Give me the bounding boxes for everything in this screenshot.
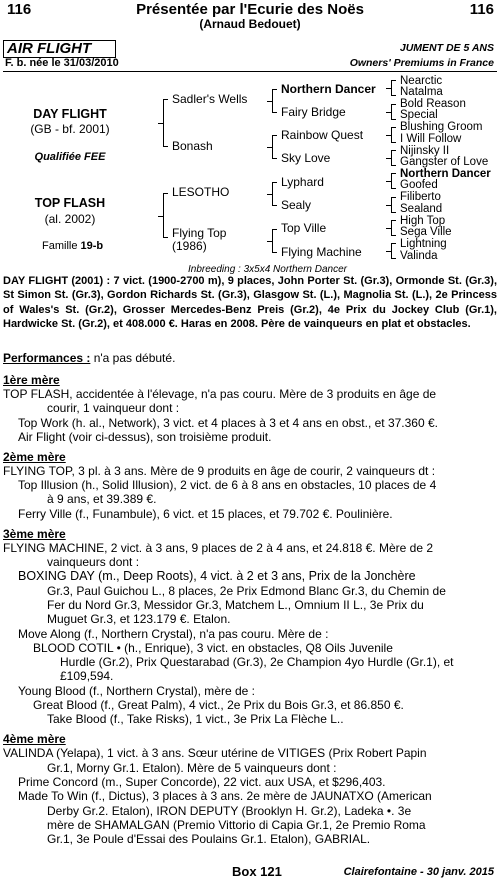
pedigree-bracket (391, 197, 396, 213)
mere1-line: Air Flight (voir ci-dessus), son troisième produit. (18, 430, 272, 444)
mere3-line: Gr.3, Paul Guichou L., 8 places, 2e Prix Edmond Blanc Gr.3, du Chemin de (47, 584, 446, 598)
mere4-line: Made To Win (f., Dictus), 3 places à 3 ans. 2e mère de JAUNATXO (American (18, 789, 432, 803)
gen4-13: High Top (400, 215, 446, 227)
sire-note: Qualifiée FEE (34, 151, 106, 163)
mere3-line: £109,594. (60, 669, 114, 683)
gen3-7: Top Ville (281, 221, 327, 235)
gen4-4: Special (400, 109, 438, 121)
dam-family: Famille 19-b (42, 240, 104, 252)
mere3-line: vainqueurs dont : (47, 555, 140, 569)
mere2-line: à 9 ans, et 39.389 €. (47, 492, 157, 506)
gen4-12: Sealand (400, 203, 443, 215)
gen4-16: Valinda (400, 250, 438, 262)
gen3-2: Fairy Bridge (281, 105, 346, 119)
sire-record: DAY FLIGHT (2001) : 7 vict. (1900-2700 m), 9 places, John Porter St. (Gr.3), Ormonde St. (Gr.3), St Simon St. (Gr.3), Gordon Richards St. (Gr.3), Glasgow St. (L.), Magnolia St. (L.), 2e Princess of Wales's St. (Gr.2), Grosser Mercedes-Benz Preis (Gr.2), 4e Prix du Jockey Club (Gr.1), Hardwicke St. (Gr.2), et 408.000 €. Haras en 2008. Père de vainqueurs en plat et obstacles. (3, 275, 497, 331)
dam-info: (al. 2002) (44, 212, 96, 226)
lot-number: 116 (7, 1, 32, 18)
sire-dam: Bonash (172, 139, 213, 153)
pedigree-bracket (272, 182, 277, 206)
dam-name: TOP FLASH (34, 196, 106, 210)
section-mere2: 2ème mère (3, 450, 66, 464)
gen3-5: Lyphard (281, 175, 324, 189)
pedigree-bracket (163, 193, 168, 238)
dam-sire: LESOTHO (172, 185, 230, 199)
pedigree-bracket (391, 243, 396, 259)
gen3-3: Rainbow Quest (281, 128, 364, 142)
mere4-line: VALINDA (Yelapa), 1 vict. à 3 ans. Sœur utérine de VITIGES (Prix Robert Papin (3, 746, 427, 760)
mere3-line: Muguet Gr.3, et 123.179 €. Etalon. (47, 612, 231, 626)
mere3-line: Hurdle (Gr.2), Prix Questarabad (Gr.3), 2e Champion 4yo Hurdle (Gr.1), et (60, 655, 454, 669)
gen4-5: Blushing Groom (400, 121, 483, 133)
gen4-11: Filiberto (400, 191, 441, 203)
gen4-10: Goofed (400, 179, 438, 191)
horse-name: AIR FLIGHT (3, 40, 116, 58)
mere4-line: Prime Concord (m., Super Concorde), 22 vict. aux USA, et $296,403. (18, 775, 386, 789)
horse-category: JUMENT DE 5 ANS (399, 42, 494, 54)
mere3-line: Move Along (f., Northern Crystal), n'a pas couru. Mère de : (18, 627, 329, 641)
dam-dam-year: (1986) (172, 239, 207, 253)
mere4-line: Derby Gr.2. Etalon), IRON DEPUTY (Brooklyn H. Gr.2), Ladeka •. 3e (47, 804, 412, 818)
mere1-line: TOP FLASH, accidentée à l'élevage, n'a pas couru. Mère de 3 produits en âge de (3, 387, 437, 401)
gen4-8: Gangster of Love (400, 156, 489, 168)
gen4-6: I Will Follow (400, 133, 462, 145)
gen4-2: Natalma (400, 86, 443, 98)
mere2-line: Ferry Ville (f., Funambule), 6 vict. et 15 places, et 79.702 €. Poulinière. (18, 507, 393, 521)
pedigree-bracket (391, 127, 396, 143)
pedigree-bracket (391, 220, 396, 236)
mere4-line: Gr.1, Morny Gr.1. Etalon). Mère de 5 vainqueurs dont : (47, 761, 337, 775)
owners-premiums: Owners' Premiums in France (349, 57, 494, 69)
dam-dam: Flying Top (172, 226, 227, 240)
gen4-7: Nijinsky II (400, 145, 450, 157)
mere3-line: Young Blood (f., Northern Crystal), mère de : (18, 684, 255, 698)
performances: Performances : n'a pas débuté. (3, 351, 176, 365)
gen4-14: Sega Ville (400, 226, 452, 238)
gen4-1: Nearctic (400, 75, 443, 87)
mere3-line: Take Blood (f., Take Risks), 1 vict., 3e Prix La Flèche L.. (47, 712, 344, 726)
gen4-15: Lightning (400, 238, 447, 250)
mere3-line: Great Blood (f., Great Palm), 4 vict., 2e Prix du Bois Gr.3, et 86.850 €. (33, 698, 404, 712)
divider (3, 71, 497, 72)
mere4-line: mère de SHAMALGAN (Premio Vittorio di Capia Gr.1, 2e Premio Roma (47, 818, 426, 832)
gen4-3: Bold Reason (400, 98, 466, 110)
mere2-line: Top Illusion (h., Solid Illusion), 2 vict. de 6 à 8 ans en obstacles, 10 places de 4 (18, 478, 437, 492)
pedigree-bracket (391, 173, 396, 189)
consignor: Présentée par l'Ecurie des Noës (136, 1, 364, 18)
sale-info: Clairefontaine - 30 janv. 2015 (343, 866, 494, 878)
gen3-8: Flying Machine (281, 245, 362, 259)
gen3-6: Sealy (281, 198, 312, 212)
gen3-4: Sky Love (281, 151, 331, 165)
mere4-line: Gr.1, 3e Poule d'Essai des Poulains Gr.1. Etalon), GABRIAL. (47, 832, 371, 846)
consignor-sub: (Arnaud Bedouet) (199, 17, 301, 31)
lot-number-right: 116 (469, 1, 494, 18)
mere3-line: FLYING MACHINE, 2 vict. à 3 ans, 9 places de 2 à 4 ans, et 24.818 €. Mère de 2 (3, 541, 433, 555)
section-mere4: 4ème mère (3, 732, 66, 746)
pedigree-bracket (391, 104, 396, 120)
sire-name: DAY FLIGHT (33, 107, 107, 121)
mere3-line: Fer du Nord Gr.3, Messidor Gr.3, Matchem L., Omnium II L., 3e Prix du (47, 598, 424, 612)
mere3-line: BLOOD COTIL • (h., Enrique), 3 vict. en obstacles, Q8 Oils Juvenile (33, 641, 393, 655)
section-mere3: 3ème mère (3, 527, 66, 541)
gen4-9: Northern Dancer (400, 168, 491, 180)
gen3-1: Northern Dancer (281, 82, 376, 96)
pedigree-bracket (391, 150, 396, 166)
sire-info: (GB - bf. 2001) (30, 122, 110, 136)
pedigree-bracket (272, 89, 277, 113)
catalog-header (0, 0, 500, 40)
pedigree-bracket (272, 229, 277, 253)
section-mere1: 1ère mère (3, 373, 60, 387)
mere1-line: Top Work (h. al., Network), 3 vict. et 4 places à 3 et 4 ans en obst., et 37.360 €. (18, 416, 438, 430)
box-number: Box 121 (232, 864, 282, 879)
pedigree-bracket (163, 99, 168, 147)
mere2-line: FLYING TOP, 3 pl. à 3 ans. Mère de 9 produits en âge de courir, 2 vainqueurs dt : (3, 464, 436, 478)
mere1-line: courir, 1 vainqueur dont : (47, 401, 180, 415)
pedigree-bracket (272, 135, 277, 159)
pedigree-bracket (391, 80, 396, 96)
inbreeding: Inbreeding : 3x5x4 Northern Dancer (188, 264, 347, 275)
horse-description: F. b. née le 31/03/2010 (5, 57, 119, 69)
sire-sire: Sadler's Wells (172, 92, 248, 106)
mere3-line: BOXING DAY (m., Deep Roots), 4 vict. à 2 et 3 ans, Prix de la Jonchère (18, 569, 416, 583)
